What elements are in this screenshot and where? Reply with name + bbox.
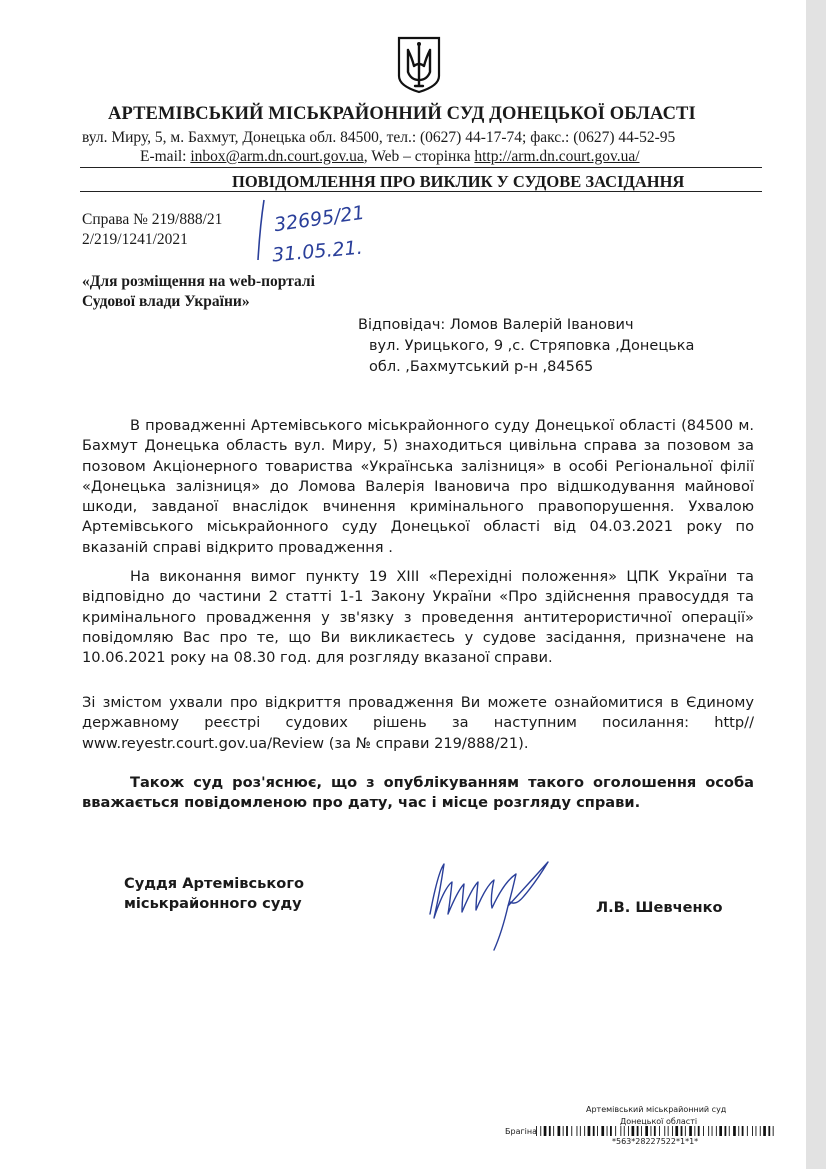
- barcode-bar: [733, 1126, 736, 1136]
- barcode-bar: [664, 1126, 665, 1136]
- stamp-court-line1: Артемівський міськрайонний суд: [586, 1105, 727, 1114]
- defendant-name: Відповідач: Ломов Валерій Іванович: [358, 317, 634, 333]
- contact-line: [140, 148, 640, 166]
- barcode-bar: [747, 1126, 748, 1136]
- barcode-bar: [601, 1126, 604, 1136]
- judge-title-line1: Суддя Артемівського: [124, 875, 304, 892]
- barcode-bar: [577, 1126, 578, 1136]
- body-paragraph-1: В провадженні Артемівського міськрайонного суду Донецької області (84500 м. Бахмут Донецька область вул. Миру, 5) знаходиться цивільна справа за позовом за позовом Акціонерного товариства «Українська залізниця» в особі Регіональної філії «Донецька залізниця» до Ломова Валерія Івановича про відшкодування майнової шкоди, завданої внаслідок вчинення кримінального правопорушення. Ухвалою Артемівського міськрайонного суду Донецької області від 04.03.2021 року по вказаній справі відкрито провадження .: [82, 417, 754, 556]
- handwritten-reg-number: 32695/21: [272, 201, 366, 237]
- header-divider-top: [80, 167, 762, 168]
- portal-note-line1: «Для розміщення на web-порталі: [82, 273, 315, 290]
- court-address: вул. Миру, 5, м. Бахмут, Донецька обл. 84500, тел.: (0627) 44-17-74; факс.: (0627) 44-52-95: [82, 129, 676, 146]
- case-number: Справа № 219/888/21: [82, 211, 223, 228]
- judge-title: [124, 874, 304, 914]
- barcode-bar: [668, 1126, 669, 1136]
- handwritten-registration-note: [252, 196, 372, 266]
- barcode-bar: [637, 1126, 639, 1136]
- barcode-bar: [654, 1126, 656, 1136]
- email-link[interactable]: inbox@arm.dn.court.gov.ua: [190, 148, 364, 165]
- body-paragraph-4: Також суд роз'яснює, що з опублікуванням такого оголошення особа вважається повідомленою про дату, час і місце розгляду справи.: [82, 774, 754, 812]
- barcode-bar: [689, 1126, 692, 1136]
- barcode-bar: [624, 1126, 625, 1136]
- barcode-bar: [566, 1126, 568, 1136]
- barcode-bar: [729, 1126, 730, 1136]
- judge-name: Л.В. Шевченко: [596, 899, 723, 916]
- barcode-bar: [681, 1126, 683, 1136]
- barcode-bar: [632, 1126, 635, 1136]
- barcode-bar: [763, 1126, 766, 1136]
- barcode-bar: [685, 1126, 686, 1136]
- website-link[interactable]: http://arm.dn.court.gov.ua/: [474, 148, 640, 165]
- barcode-bar: [588, 1126, 591, 1136]
- barcode-bar: [773, 1126, 774, 1136]
- stamp-court-line2: Донецької області: [620, 1117, 698, 1126]
- barcode-bar: [645, 1126, 648, 1136]
- barcode-bar: [738, 1126, 739, 1136]
- barcode-bar: [768, 1126, 770, 1136]
- judge-title-line2: міськрайонного суду: [124, 895, 302, 912]
- barcode-bar: [725, 1126, 727, 1136]
- proceeding-number: 2/219/1241/2021: [82, 231, 188, 248]
- barcode-bar: [597, 1126, 598, 1136]
- barcode-bar: [672, 1126, 673, 1136]
- court-name: АРТЕМІВСЬКИЙ МІСЬКРАЙОННИЙ СУД ДОНЕЦЬКОЇ ОБЛАСТІ: [108, 104, 696, 124]
- barcode-bar: [563, 1126, 564, 1136]
- barcode-bar: [716, 1126, 717, 1136]
- barcode-bar: [607, 1126, 608, 1136]
- barcode-bar: [742, 1126, 744, 1136]
- portal-note: [82, 272, 315, 312]
- body-paragraph-2: На виконання вимог пункту 19 XIII «Перехідні положення» ЦПК України та відповідно до частини 2 статті 1-1 Закону України «Про здійснення правосуддя та кримінального провадження у зв'язку з проведення антитерористичної операції» повідомляю Вас про те, що Ви викликаєтесь у судове засідання, призначене на 10.06.2021 року на 08.30 год. для розгляду вказаної справи.: [82, 568, 754, 667]
- barcode-number: *563*28227522*1*1*: [612, 1137, 699, 1146]
- barcode-bar: [659, 1126, 660, 1136]
- handwritten-date: 31.05.21.: [271, 236, 364, 266]
- barcode-bar: [641, 1126, 642, 1136]
- barcode-bar: [571, 1126, 572, 1136]
- barcode-bar: [760, 1126, 761, 1136]
- barcode-bar: [553, 1126, 554, 1136]
- barcode-bar: [536, 1126, 537, 1136]
- portal-note-line2: Судової влади України»: [82, 293, 250, 310]
- barcode-bar: [719, 1126, 722, 1136]
- barcode-bar: [558, 1126, 561, 1136]
- barcode-bar: [544, 1126, 547, 1136]
- barcode-bar: [628, 1126, 629, 1136]
- barcode-bar: [756, 1126, 757, 1136]
- email-prefix: E-mail:: [140, 148, 191, 165]
- document-barcode: [536, 1126, 776, 1136]
- barcode-bar: [694, 1126, 695, 1136]
- notice-title: ПОВІДОМЛЕННЯ ПРО ВИКЛИК У СУДОВЕ ЗАСІДАННЯ: [232, 172, 685, 191]
- barcode-bar: [708, 1126, 709, 1136]
- defendant-address-line2: обл. ,Бахмутський р-н ,84565: [369, 359, 594, 375]
- barcode-bar: [549, 1126, 551, 1136]
- barcode-bar: [620, 1126, 621, 1136]
- barcode-bar: [580, 1126, 581, 1136]
- scan-edge: [806, 0, 826, 1169]
- judge-signature: [420, 852, 565, 957]
- barcode-bar: [651, 1126, 652, 1136]
- barcode-bar: [675, 1126, 678, 1136]
- defendant-address-line1: вул. Урицького, 9 ,с. Стряповка ,Донецька: [369, 338, 695, 354]
- stamp-clerk-name: Брагіна: [505, 1127, 538, 1136]
- case-number-block: [82, 210, 222, 250]
- barcode-bar: [752, 1126, 753, 1136]
- barcode-bar: [593, 1126, 595, 1136]
- web-prefix: , Web – сторінка: [363, 148, 475, 165]
- body-paragraph-3: Зі змістом ухвали про відкриття провадження Ви можете ознайомитися в Єдиному державному реєстрі судових рішень за наступним посилання: http// www.reyestr.court.gov.ua/Review (за № справи 219/888/21).: [82, 694, 754, 752]
- ukraine-coat-of-arms-icon: [396, 36, 442, 94]
- barcode-bar: [540, 1126, 541, 1136]
- defendant-block: [358, 315, 694, 378]
- barcode-bar: [698, 1126, 700, 1136]
- header-divider-bottom: [80, 191, 762, 192]
- barcode-bar: [615, 1126, 616, 1136]
- barcode-bar: [610, 1126, 612, 1136]
- barcode-bar: [703, 1126, 704, 1136]
- barcode-bar: [712, 1126, 713, 1136]
- barcode-bar: [584, 1126, 585, 1136]
